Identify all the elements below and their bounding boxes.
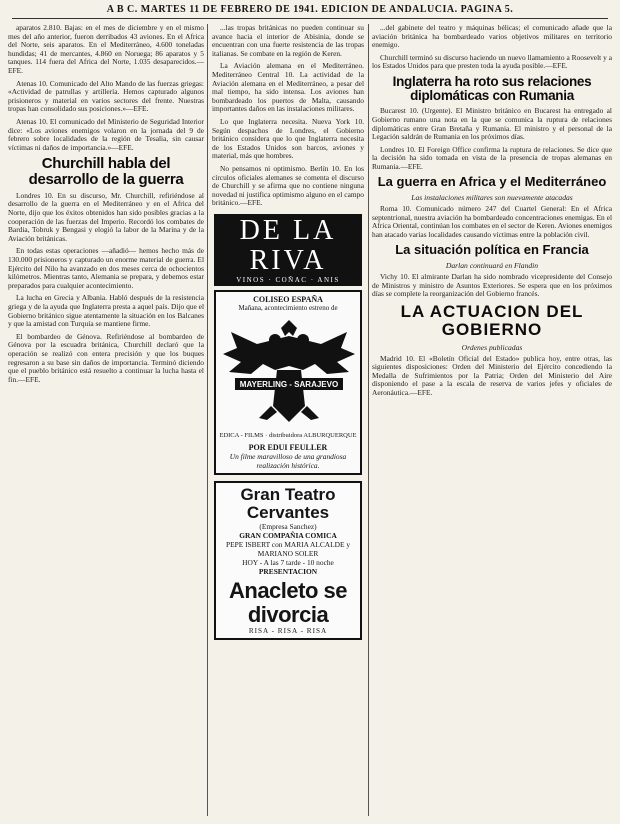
headline-francia: La situación política en Francia bbox=[395, 242, 589, 258]
teatro-presentation: PRESENTACION bbox=[258, 566, 318, 576]
subheadline: Ordenes publicadas bbox=[461, 342, 523, 352]
article-text: ...las tropas británicas no pueden continuar su avance hacia el interior de Abisinia, donde se encuentran con una fuerte resistencia de las tropas italianas. Se combate en la región de Keren. bbox=[212, 24, 364, 58]
column-rule bbox=[207, 24, 208, 816]
film-title: MAYERLING - SARAJEVO bbox=[239, 379, 339, 389]
film-credit: EDICA - FILMS · distribuidora ALBURQUERQUE bbox=[219, 431, 357, 439]
article-text: Roma 10. Comunicado número 247 del Cuartel General: En el Africa septentrional, nuestra aviación ha bombardeado concentraciones enemigas. En el Africa Oriental, continúan los combates en el sector de Keren. Aviones enemigos han atacado varias localidades causando víctimas entre la población civil. bbox=[372, 204, 612, 239]
teatro-empresa: (Empresa Sanchez) bbox=[259, 521, 317, 531]
film-announcement: Mañana, acontecimiento estreno de bbox=[238, 303, 338, 312]
double-eagle-illustration bbox=[219, 314, 359, 430]
subheadline: Darlan continuará en Flandin bbox=[445, 261, 539, 271]
headline-churchill: Churchill habla del desarrollo de la guerra bbox=[28, 155, 184, 189]
article-text: La lucha en Grecia y Albania. Habló después de la resistencia griega y de la ayuda que Inglaterra presta a aquel país. Dijo que el Gobierno británico sigue atentamente la situación en los Balcanes y que la amistad con Turquía se mantiene firme. bbox=[8, 293, 204, 329]
column-rule bbox=[368, 24, 369, 816]
film-caption: Un filme maravilloso de una grandiosa realización histórica. bbox=[229, 451, 347, 470]
teatro-actors: PEPE ISBERT con MARIA ALCALDE y MARIANO SOLER bbox=[225, 539, 351, 558]
article-text: Madrid 10. El «Boletín Oficial del Estado» publica hoy, entre otras, las siguientes disposiciones: Orden del Ministerio del Ejército concediendo la Medalla de Sufrimientos por la Patria; Orden del Ministerio del Aire disponiendo el pase a la escala de reserva de varios jefes y oficiales de Aeronáutica.—EFE. bbox=[372, 353, 612, 397]
article-text: aparatos 2.810. Bajas: en el mes de diciembre y en el mismo mes del año anterior, fueron derribados 43 aviones. En el Africa del Norte, seis aparatos. En el Mediterráneo, 4.600 toneladas hundidas; 41 de mercantes, 4.860 en Noruega; 86 aparatos y 5 tanques. 114 fuera del Africa del Norte, 1.035 desaparecidos.—EFE. bbox=[8, 24, 204, 75]
play-title: Anacleto se divorcia bbox=[229, 577, 347, 627]
film-byline: POR EDUI FEULLER bbox=[248, 442, 328, 452]
article-text: En todas estas operaciones —añadió— hemos hecho más de 130.000 prisioneros y capturado un enorme material de guerra. El Ejército del Nilo ha avanzado en dos meses cerca de ochocientos kilómetros. Mientras tanto, Alemania se prepara, y debemos estar preparados para cualquier acontecimiento. bbox=[8, 246, 204, 290]
ad-subtitle: VINOS · COÑAC · ANIS bbox=[236, 275, 340, 284]
article-text: Lo que Inglaterra necesita. Nueva York 10. Según despachos de Londres, el Gobierno británico considera que lo que Inglaterra necesita de los Estados Unidos son barcos, aviones y material, más que hombres. bbox=[212, 116, 364, 161]
article-text: Atenas 10. El comunicado del Ministerio de Seguridad Interior dice: «Los aviones enemigos volaron en la jornada del 9 de febrero sobre localidades de la región de Tesalia, sin causar víctimas ni daños de importancia.»—EFE. bbox=[8, 116, 204, 152]
article-text: Churchill terminó su discurso haciendo un nuevo llamamiento a Roosevelt y a los Estados Unidos para que presten toda la ayuda posible.—EFE. bbox=[372, 52, 612, 71]
headline-inglaterra: Inglaterra ha roto sus relaciones diplomáticas con Rumania bbox=[392, 73, 592, 104]
article-text: Vichy 10. El almirante Darlan ha sido nombrado vicepresidente del Consejo de Ministros y ministro de Asuntos Exteriores. Se espera que en los próximos días se complete la reorganización del Gobierno francés. bbox=[372, 272, 612, 299]
article-text: Londres 10. El Foreign Office confirma la ruptura de relaciones. Se dice que la decisión ha sido tomada en vista de la presencia de tropas alemanas en Rumania.—EFE. bbox=[372, 144, 612, 171]
article-text: Londres 10. En su discurso, Mr. Churchill, refiriéndose al desarrollo de la guerra en el Mediterráneo y en el Africa del Norte, dijo que los éxitos obtenidos han sido posibles gracias a la cooperación de las fuerzas del Imperio. Recordó los combates de Bardia, Tobruk y Bengasi y elogió la labor de la Marina y de la Aviación británicas. bbox=[8, 190, 204, 243]
masthead: A B C. MARTES 11 DE FEBRERO DE 1941. EDICION DE ANDALUCIA. PAGINA 5. bbox=[12, 4, 608, 19]
article-text: El bombardeo de Génova. Refiriéndose al bombardeo de Génova por la escuadra británica, Churchill declaró que la operación se realizó con entera precisión y que los buques regresaron a su base sin daños de importancia. Terminó diciendo que el pueblo británico está resuelto a continuar la lucha hasta el fin.—EFE. bbox=[8, 331, 204, 384]
article-text: Bucarest 10. (Urgente). El Ministro británico en Bucarest ha entregado al Gobierno rumano una nota en la que se comunica la ruptura de relaciones diplomáticas entre Gran Bretaña y Rumania. El ministro y el personal de la Legación saldrán de Rumania en los próximos días. bbox=[372, 106, 612, 142]
subheadline: Las instalaciones militares son nuevamente atacadas bbox=[411, 193, 573, 203]
article-text: No pensamos ni optimismo. Berlín 10. En los círculos oficiales alemanes se comenta el discurso de Churchill y se afirma que no contiene ninguna novedad ni justifica optimismo alguno en el campo británico.—EFE. bbox=[212, 163, 364, 208]
teatro-time: HOY - A las 7 tarde - 10 noche bbox=[242, 557, 334, 567]
teatro-company: GRAN COMPAÑIA COMICA bbox=[239, 530, 337, 540]
teatro-name: Gran Teatro Cervantes bbox=[240, 484, 336, 522]
ad-de-la-riva bbox=[214, 214, 362, 286]
headline-gobierno: LA ACTUACION DEL GOBIERNO bbox=[400, 301, 584, 339]
play-footer: RISA - RISA - RISA bbox=[248, 626, 328, 635]
ad-title: DE LA RIVA bbox=[239, 214, 337, 276]
column-left bbox=[8, 24, 204, 818]
article-text: ...del gabinete del teatro y máquinas bélicas; el comunicado añade que la aviación británica ha bombardeado varios objetivos militares en territorio enemigo. bbox=[372, 24, 612, 50]
column-right bbox=[372, 24, 612, 818]
article-text: La Aviación alemana en el Mediterráneo. Mediterráneo Central 10. La actividad de la Aviación alemana en el Mediterráneo, a pesar del mal tiempo, ha sido intensa. Los aviones han bombardeado los puertos de Malta, causando importantes daños en las instalaciones militares. bbox=[212, 61, 364, 114]
headline-guerra: La guerra en Africa y el Mediterráneo bbox=[377, 174, 607, 190]
column-middle bbox=[212, 24, 364, 818]
ad-teatro bbox=[214, 481, 362, 640]
film-cinema: COLISEO ESPAÑA bbox=[253, 294, 323, 304]
ad-film bbox=[214, 290, 362, 475]
article-text: Atenas 10. Comunicado del Alto Mando de las fuerzas griegas: «Actividad de patrullas y artillería. Hemos capturado algunos prisioneros y material en varios sectores del frente. Nuestras tropas han consolidado sus posiciones.»—EFE. bbox=[8, 78, 204, 114]
